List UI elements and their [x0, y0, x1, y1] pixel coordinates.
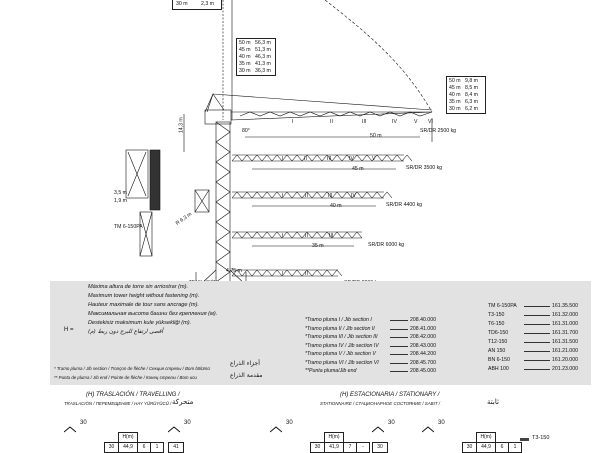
sr-dr-load-label: SR/DR 6000 kg	[368, 242, 405, 248]
jib-part-leader	[390, 329, 408, 330]
legend-panel	[50, 281, 591, 385]
jib-part-name: *Tramo pluma IV / Jib section IV	[305, 342, 379, 349]
jib-section-numeral: I	[282, 271, 284, 277]
tip-row-left: 35 m	[449, 99, 461, 105]
jib-section-numeral: V	[414, 119, 418, 125]
t3-label: T3-150	[532, 435, 550, 441]
crane-badge-value: 30	[388, 420, 395, 426]
jib-part-code: 208.43.000	[410, 342, 436, 349]
note-jib-end: ** Punta de pluma / Jib end / Pointe de flèche / Конец стрелы / Bom ucu	[54, 375, 197, 380]
col-h-header: H(m)	[476, 432, 496, 443]
travel-title: (H) TRASLACIÓN / TRAVELLING /	[86, 392, 180, 398]
height-row-left: 45 m	[239, 47, 251, 53]
jib-part-code: 208.41.000	[410, 325, 436, 332]
t3-legend-swatch	[520, 437, 530, 442]
crane-badge-value: 30	[286, 420, 293, 426]
model-name: AN 150	[488, 348, 506, 354]
jib-section-numeral: IV	[392, 119, 397, 125]
jib-part-code: 208.45.700	[410, 359, 436, 366]
row-value-b: 44,9	[118, 442, 138, 453]
jib-part-leader	[390, 337, 408, 338]
jib-section-numeral: III	[327, 156, 332, 162]
height-row-left: 30 m	[239, 68, 251, 74]
base-width-label: 4,75 m	[226, 268, 242, 274]
model-leader	[524, 306, 550, 307]
model-leader	[524, 360, 550, 361]
row-value-a: 30	[372, 442, 388, 453]
tip-row-left: 45 m	[449, 85, 461, 91]
model-name: T12-150	[488, 339, 508, 345]
jib-section-numeral: II	[304, 156, 307, 162]
jib-section-numeral: II	[305, 193, 308, 199]
model-name: T3-150	[488, 312, 505, 318]
row-value-a: 30	[104, 442, 119, 453]
tip-height-table	[446, 76, 486, 114]
jib-configuration-line	[232, 155, 412, 161]
jib-part-leader	[390, 320, 408, 321]
height-row-right: 46,3 m	[255, 54, 271, 60]
h-definition-line: Максимальная высота башни без крепления (м).	[88, 311, 218, 317]
model-name: TM 6-150PA	[488, 303, 517, 309]
top-dimension-box	[172, 0, 222, 10]
model-leader	[524, 333, 550, 334]
row-value-a: 30	[310, 442, 325, 453]
jib-length-label: 50 m	[370, 133, 382, 139]
jib-section-numeral: I	[282, 233, 284, 239]
jib-part-name: *Tramo pluma V / Jib section V	[305, 351, 376, 357]
model-code: 161.35.500	[552, 303, 578, 309]
jib-configuration-line	[232, 192, 392, 198]
row-value-b: 44,9	[476, 442, 496, 453]
jib-part-leader	[390, 346, 408, 347]
row-value-c: 7	[343, 442, 357, 453]
mast-height-label: 14,3 m	[178, 117, 185, 134]
model-leader	[524, 369, 550, 370]
row-value-b: 41,9	[324, 442, 344, 453]
note-jib-section: * Tramo pluma / Jib section / Tronçon de flèche / Секция стрелы / Bom bölümü	[54, 366, 210, 371]
height-row-right: 56,3 m	[255, 40, 271, 46]
jib-section-numeral: I	[282, 156, 284, 162]
row-value-a: 41	[168, 442, 184, 453]
col-h-header: H(m)	[324, 432, 344, 443]
crane-badge-value: 30	[438, 420, 445, 426]
h-definition-line: Máxima altura de torre sin arriostrar (m).	[88, 284, 189, 290]
jib-section-numeral: I	[292, 119, 294, 125]
jib-section-numeral: II	[305, 271, 308, 277]
h-definition-line: Maximum tower height without fastening (m).	[88, 293, 200, 299]
tip-row-right: 8,5 m	[465, 85, 478, 91]
jib-part-leader	[390, 371, 408, 372]
travel-arabic: متحركة	[172, 398, 194, 406]
sr-dr-load-label: SR/DR 4400 kg	[386, 202, 423, 208]
h-definition-line: Destekisiz maksimum kule yüksekliği (m).	[88, 320, 192, 326]
tip-row-left: 30 m	[449, 106, 461, 112]
row-value-c: 6	[137, 442, 151, 453]
jib-part-code: 208.44.200	[410, 351, 436, 357]
jib-section-numeral: VI	[428, 119, 433, 125]
height-row-right: 41,3 m	[255, 61, 271, 67]
top-box-right: 2,3 m	[201, 1, 214, 7]
jib-section-numeral: III	[328, 193, 333, 199]
stationary-sub: STATIONNAIRE / СТАЦИОНАРНОЕ СОСТОЯНИЕ / SABIT /	[320, 401, 440, 406]
radius-label: R 6,3 m	[174, 211, 194, 227]
model-code: 161.20.000	[552, 357, 578, 363]
h-definition-line: Hauteur maximale de tour sans ancrage (m).	[88, 302, 199, 308]
stationary-title: (H) ESTACIONARIA / STATIONARY /	[340, 392, 440, 398]
h-definition-line: أقصى ارتفاع للبرج دون ربط (م)	[88, 329, 163, 335]
row-value-d: 1	[150, 442, 164, 453]
model-code: 201.23.000	[552, 366, 578, 372]
jib-section-numeral: II	[305, 233, 308, 239]
crane-badge-value: 30	[80, 420, 87, 426]
model-name: BN 6-150	[488, 357, 510, 363]
arabic-jib-sections: أجزاء الذراع	[230, 360, 260, 367]
tm-model-label: TM 6-150PA	[114, 224, 143, 230]
crane-badge-icon	[168, 426, 180, 433]
model-leader	[524, 324, 550, 325]
tip-row-left: 40 m	[449, 92, 461, 98]
height-row-left: 40 m	[239, 54, 251, 60]
crane-badge-icon	[422, 426, 434, 433]
top-box-left: 30 m	[176, 1, 188, 7]
jib-section-numeral: V	[372, 156, 376, 162]
model-name: T6-150	[488, 321, 505, 327]
jib-length-label: 45 m	[352, 166, 364, 172]
col-h-header: H(m)	[118, 432, 138, 443]
sr-dr-load-label: SR/DR 3500 kg	[406, 165, 443, 171]
arabic-jib-end: مقدمة الذراع	[230, 372, 263, 379]
jib-section-numeral: I	[282, 193, 284, 199]
row-value-a: 30	[462, 442, 477, 453]
jib-section-numeral: IV	[351, 193, 356, 199]
jib-part-leader	[390, 363, 408, 364]
sr-dr-load-label: SR/DR 2500 kg	[420, 128, 457, 134]
jib-section-numeral: II	[330, 119, 333, 125]
model-leader	[524, 351, 550, 352]
jib-part-name: *Tramo pluma I / Jib section I	[305, 317, 372, 323]
travel-sub: TRASLACIÓN / ПЕРЕМЕЩЕНИЕ / HAY YÜRÜYÜCÜ /	[64, 401, 172, 406]
height-row-right: 36,3 m	[255, 68, 271, 74]
model-code: 161.32.000	[552, 312, 578, 318]
jib-configuration-line	[232, 270, 342, 276]
offset-label-1: 3,5 m	[114, 190, 127, 196]
jib-part-code: 208.45.000	[410, 368, 436, 374]
crane-badge-icon	[64, 426, 76, 433]
jib-part-code: 208.42.000	[410, 334, 436, 340]
tip-row-left: 50 m	[449, 78, 461, 84]
row-value-d: -	[356, 442, 370, 453]
crane-badge-icon	[270, 426, 282, 433]
height-row-left: 35 m	[239, 61, 251, 67]
jib-part-name: *Tramo pluma VI / Jib section VI	[305, 359, 379, 366]
model-code: 161.31.500	[552, 339, 578, 345]
tip-row-right: 8,4 m	[465, 92, 478, 98]
h-label: H =	[64, 327, 74, 333]
height-row-left: 50 m	[239, 40, 251, 46]
jib-length-label: 40 m	[330, 203, 342, 209]
jib-length-label: 35 m	[312, 243, 324, 249]
model-name: TD6-150	[488, 330, 509, 336]
tip-row-right: 9,8 m	[465, 78, 478, 84]
jib-section-numeral: III	[329, 233, 334, 239]
tip-row-right: 6,3 m	[465, 99, 478, 105]
angle-label: 80°	[242, 128, 250, 134]
model-name: ABH 100	[488, 366, 509, 372]
jib-part-name: *Tramo pluma II / Jib section II	[305, 325, 375, 332]
model-leader	[524, 315, 550, 316]
height-table	[236, 38, 276, 76]
stationary-arabic: ثابتة	[487, 398, 499, 406]
model-leader	[524, 342, 550, 343]
offset-label-2: 1,9 m	[114, 198, 127, 204]
jib-part-name: *Tramo pluma III / Jib section III	[305, 334, 378, 340]
jib-section-numeral: III	[362, 119, 367, 125]
jib-part-leader	[390, 354, 408, 355]
row-value-d: 1	[508, 442, 522, 453]
jib-configuration-line	[232, 232, 362, 238]
height-row-right: 51,3 m	[255, 47, 271, 53]
crane-badge-icon	[372, 426, 384, 433]
jib-part-name: **Punta pluma/Jib end	[305, 368, 357, 374]
tip-row-right: 6,2 m	[465, 106, 478, 112]
model-code: 161.31.000	[552, 321, 578, 327]
jib-section-numeral: IV	[349, 156, 354, 162]
jib-part-code: 208.40.000	[410, 317, 436, 323]
model-code: 161.31.700	[552, 330, 578, 336]
model-code: 161.21.000	[552, 348, 578, 354]
crane-badge-value: 30	[184, 420, 191, 426]
row-value-c: 6	[495, 442, 509, 453]
